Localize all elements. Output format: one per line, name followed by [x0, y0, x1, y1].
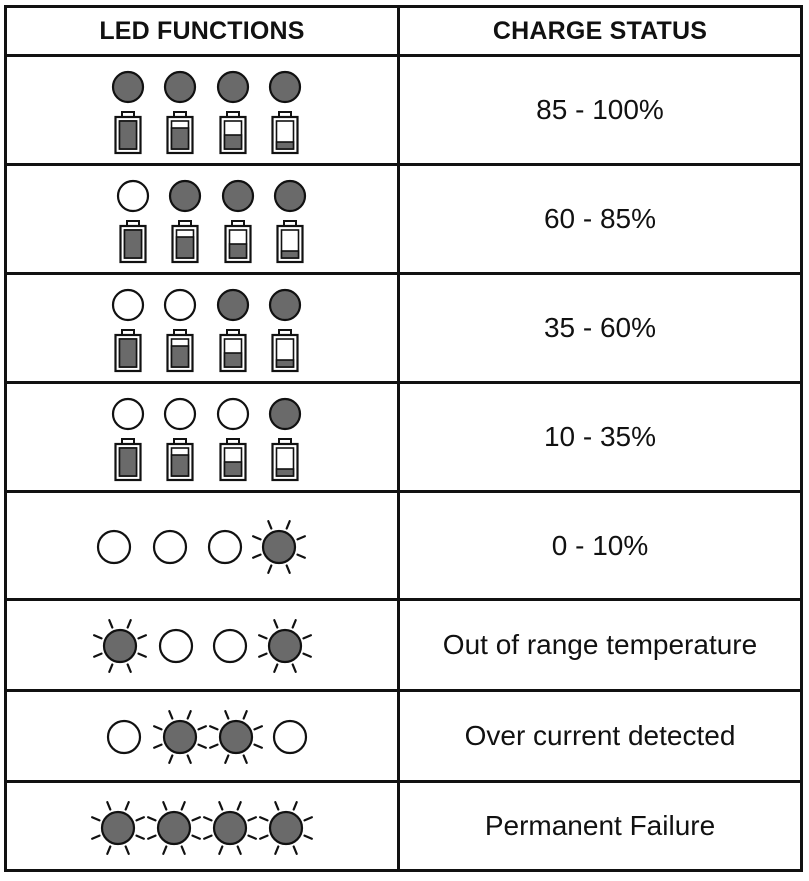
header-charge-status	[400, 8, 800, 57]
blinking-led-icon	[148, 802, 200, 854]
battery-level-icon	[273, 439, 298, 480]
battery-level-icon	[116, 439, 141, 480]
led-on-icon	[218, 290, 248, 320]
led-off-icon	[108, 721, 140, 753]
status-cell-row-1	[400, 57, 800, 166]
battery-level-icon	[273, 330, 298, 371]
led-cell-row-4	[7, 384, 400, 493]
led-off-icon	[98, 531, 130, 563]
led-off-icon	[209, 531, 241, 563]
blinking-led-icon	[94, 620, 146, 672]
led-off-icon	[154, 531, 186, 563]
led-cell-row-7	[7, 692, 400, 783]
led-off-icon	[113, 290, 143, 320]
battery-level-icon	[226, 221, 251, 262]
led-off-icon	[214, 630, 246, 662]
blinking-led-icon	[210, 711, 262, 763]
battery-level-icon	[116, 330, 141, 371]
status-cell-row-4	[400, 384, 800, 493]
led-off-icon	[274, 721, 306, 753]
charge-status-text: Permanent Failure	[484, 810, 716, 841]
led-on-icon	[270, 399, 300, 429]
led-on-icon	[170, 181, 200, 211]
header-led-functions	[7, 8, 400, 57]
led-indicator-row-2	[7, 166, 397, 272]
led-cell-row-2	[7, 166, 400, 275]
battery-level-icon	[168, 330, 193, 371]
led-off-icon	[218, 399, 248, 429]
led-charge-status-table	[4, 5, 803, 872]
charge-status-text: 35 - 60%	[543, 312, 657, 343]
charge-status-text: 85 - 100%	[536, 94, 664, 125]
led-on-icon	[275, 181, 305, 211]
led-on-icon	[218, 72, 248, 102]
charge-status-text: 0 - 10%	[551, 529, 649, 561]
status-cell-row-3	[400, 275, 800, 384]
led-on-icon	[113, 72, 143, 102]
led-indicator-row-8	[7, 783, 397, 869]
led-cell-row-6	[7, 601, 400, 692]
led-cell-row-5	[7, 493, 400, 601]
battery-level-icon	[221, 439, 246, 480]
header-charge-status-label: CHARGE STATUS	[492, 16, 708, 45]
led-indicator-row-5	[7, 493, 397, 598]
blinking-led-icon	[92, 802, 144, 854]
led-on-icon	[165, 72, 195, 102]
battery-level-icon	[168, 112, 193, 153]
led-on-icon	[270, 72, 300, 102]
led-indicator-row-1	[7, 57, 397, 163]
charge-status-text: 10 - 35%	[543, 421, 657, 452]
battery-level-icon	[168, 439, 193, 480]
led-off-icon	[160, 630, 192, 662]
led-indicator-row-3	[7, 275, 397, 381]
battery-level-icon	[221, 330, 246, 371]
led-cell-row-3	[7, 275, 400, 384]
led-cell-row-1	[7, 57, 400, 166]
battery-level-icon	[121, 221, 146, 262]
charge-status-text: 60 - 85%	[543, 203, 657, 234]
battery-level-icon	[278, 221, 303, 262]
status-cell-row-8	[400, 783, 800, 869]
blinking-led-icon	[260, 802, 312, 854]
battery-level-icon	[173, 221, 198, 262]
led-off-icon	[118, 181, 148, 211]
blinking-led-icon	[204, 802, 256, 854]
led-off-icon	[165, 290, 195, 320]
led-on-icon	[223, 181, 253, 211]
battery-level-icon	[273, 112, 298, 153]
led-indicator-row-4	[7, 384, 397, 490]
status-cell-row-7	[400, 692, 800, 783]
led-cell-row-8	[7, 783, 400, 869]
battery-level-icon	[116, 112, 141, 153]
status-cell-row-5	[400, 493, 800, 601]
status-cell-row-2	[400, 166, 800, 275]
charge-status-text: Out of range temperature	[442, 629, 758, 660]
led-on-icon	[270, 290, 300, 320]
blinking-led-icon	[253, 521, 305, 573]
header-led-functions-label: LED FUNCTIONS	[99, 16, 305, 45]
led-off-icon	[165, 399, 195, 429]
led-indicator-row-6	[7, 601, 397, 689]
led-indicator-row-7	[7, 692, 397, 780]
blinking-led-icon	[259, 620, 311, 672]
charge-status-text: Over current detected	[464, 720, 736, 751]
battery-level-icon	[221, 112, 246, 153]
led-off-icon	[113, 399, 143, 429]
status-cell-row-6	[400, 601, 800, 692]
blinking-led-icon	[154, 711, 206, 763]
